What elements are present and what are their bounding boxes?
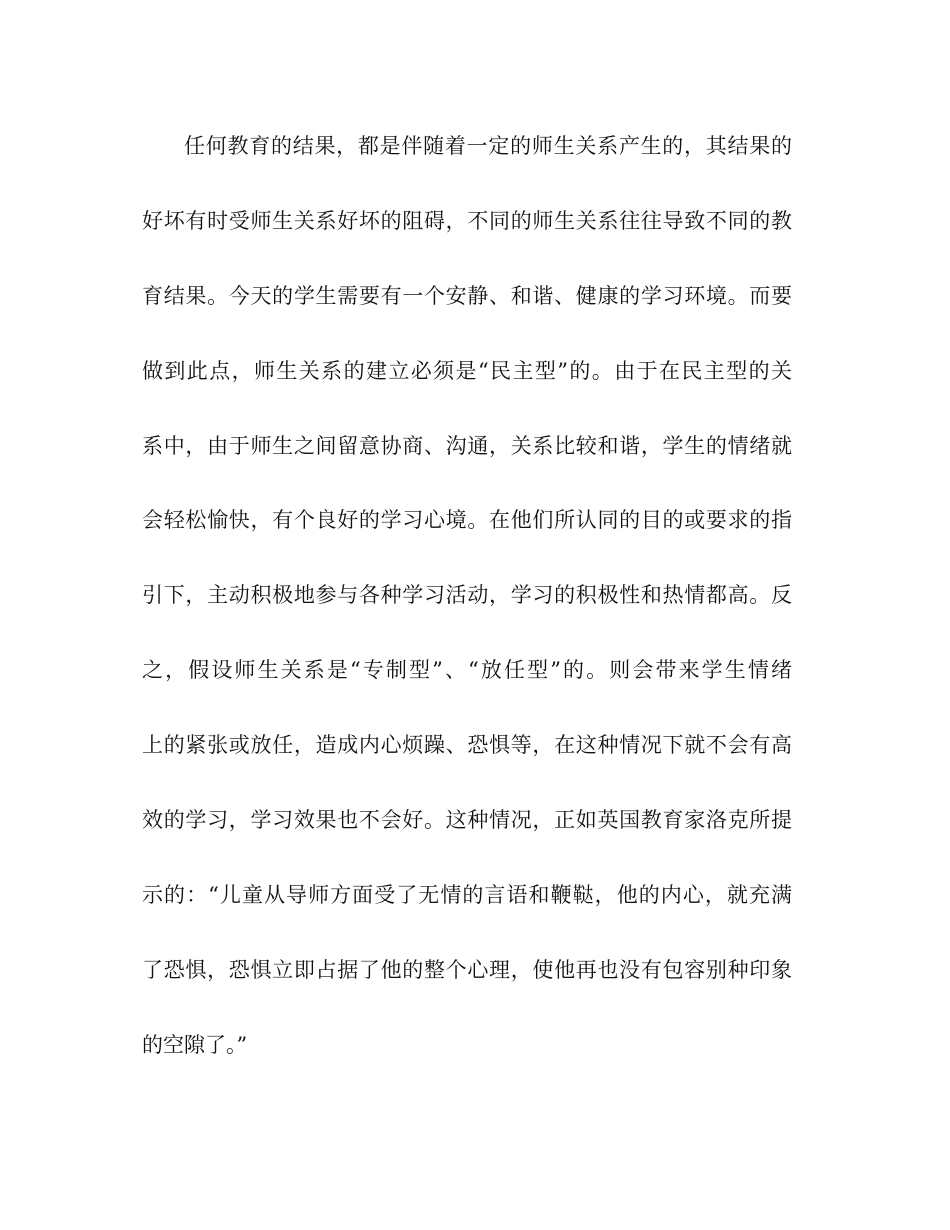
- paragraph-line-12: 了恐惧，恐惧立即占据了他的整个心理，使他再也没有包容别种印象: [142, 957, 792, 982]
- paragraph-line-5: 系中，由于师生之间留意协商、沟通，关系比较和谐，学生的情绪就: [142, 433, 792, 458]
- paragraph-line-2: 好坏有时受师生关系好坏的阻碍，不同的师生关系往往导致不同的教: [142, 208, 792, 233]
- paragraph-line-7: 引下，主动积极地参与各种学习活动，学习的积极性和热情都高。反: [142, 583, 792, 608]
- paragraph-line-10: 效的学习，学习效果也不会好。这种情况，正如英国教育家洛克所提: [142, 808, 792, 833]
- paragraph-line-1: 任何教育的结果，都是伴随着一定的师生关系产生的，其结果的: [184, 134, 792, 158]
- paragraph-line-3: 育结果。今天的学生需要有一个安静、和谐、健康的学习环境。而要: [142, 283, 792, 308]
- paragraph-line-11: 示的：“儿童从导师方面受了无情的言语和鞭鞑，他的内心，就充满: [142, 882, 792, 907]
- paragraph-line-8: 之，假设师生关系是“专制型”、“放任型”的。则会带来学生情绪: [142, 658, 792, 683]
- paragraph-line-13: 的空隙了。”: [142, 1032, 248, 1057]
- paragraph-line-6: 会轻松愉快，有个良好的学习心境。在他们所认同的目的或要求的指: [142, 508, 792, 533]
- paragraph-line-9: 上的紧张或放任，造成内心烦躁、恐惧等，在这种情况下就不会有高: [142, 733, 792, 758]
- body-paragraph: [142, 120, 792, 1094]
- paragraph-line-4: 做到此点，师生关系的建立必须是“民主型”的。由于在民主型的关: [142, 358, 792, 383]
